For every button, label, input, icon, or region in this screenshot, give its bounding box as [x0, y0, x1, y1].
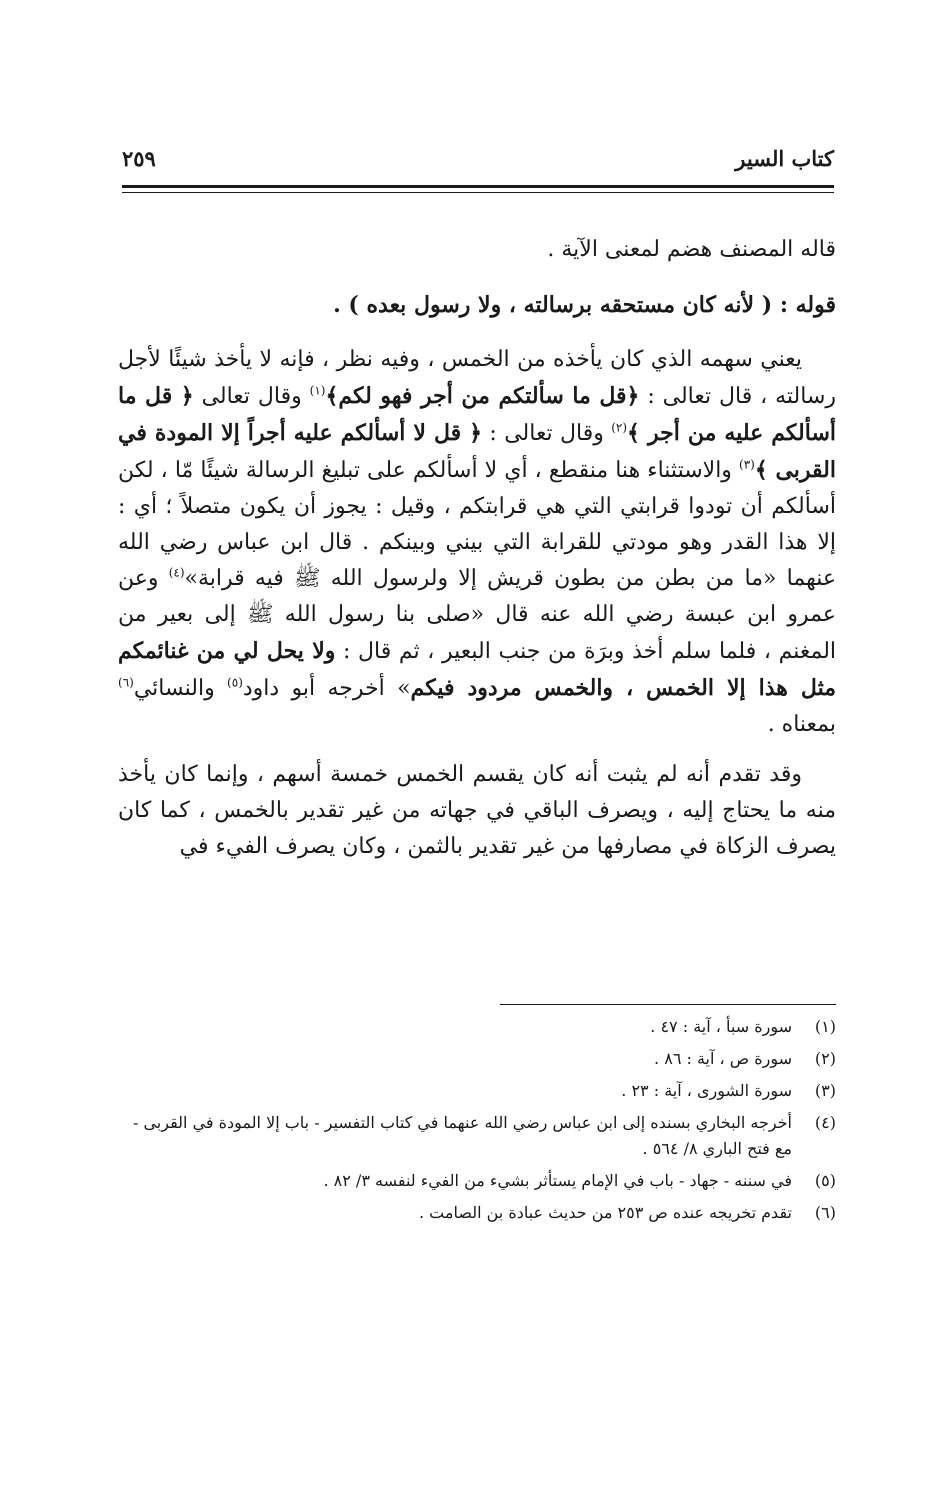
header-rule-thin [122, 192, 834, 193]
running-header [122, 146, 834, 186]
footnote-number: (٤) [814, 1113, 836, 1132]
quran-quote-2: ﴿ قل ما أسألكم عليه من أجر ﴾ [118, 383, 836, 446]
paragraph-2-quote: قوله : ( لأنه كان مستحقه برسالته ، ولا رسول بعده ) . [333, 292, 836, 318]
footnote-text: تقدم تخريجه عنده ص ٢٥٣ من حديث عبادة بن الصامت . [419, 1203, 792, 1222]
page-number: ٢٥٩ [122, 146, 156, 171]
main-text [118, 232, 836, 865]
footnote-5 [118, 1168, 836, 1194]
p3-text-1: يعني سهمه الذي كان يأخذه من الخمس ، وفيه نظر ، فإنه لا يأخذ شيئًا لأجل رسالته ، قال تعالى : [118, 347, 836, 409]
p3-text-8: بمعناه . [767, 712, 836, 737]
chapter-title: كتاب السير [735, 146, 834, 171]
footnote-number: (٦) [814, 1203, 836, 1222]
paragraph-4: وقد تقدم أنه لم يثبت أنه كان يقسم الخمس خمسة أسهم ، وإنما كان يأخذ منه ما يحتاج إليه ، ويصرف الباقي في جهاته من غير تقدير بالخمس ، كما كان يصرف الزكاة في مصارفها من غير تقدير بالثمن ، وكان يصرف الفيء في [118, 762, 836, 859]
footnote-ref-4: (٤) [168, 565, 185, 580]
p3-text-7: والنسائي [133, 676, 228, 701]
footnote-6 [118, 1200, 836, 1226]
footnote-ref-3: (٣) [739, 457, 755, 472]
p3-text-3: وقال تعالى : [482, 421, 612, 446]
footnote-number: (١) [814, 1017, 836, 1036]
header-rule-thick [122, 185, 834, 188]
quran-quote-3: ﴿ قل لا أسألكم عليه أجراً إلا المودة في القربى ﴾ [118, 420, 837, 483]
hadith-quote: ولا يحل لي من غنائمكم مثل هذا إلا الخمس ، والخمس مردود فيكم [118, 638, 836, 701]
p3-text-4: والاستثناء هنا منقطع ، أي لا أسألكم على تبليغ الرسالة شيئًا مّا ، لكن أسألكم أن تودوا قرابتي التي هي قرابتكم ، وقيل : يجوز أن يكون متصلاً ؛ أي : إلا هذا القدر وهو مودتي للقرابة التي بيني وبينكم . قال ابن عباس رضي الله عنهما «ما من بطن من بطون قريش إلا ولرسول الله ﷺ فيه قرابة» [118, 458, 836, 591]
p3-text-2: وقال تعالى [193, 384, 310, 409]
footnote-number: (٣) [814, 1081, 836, 1100]
p3-text-5: وعن عمرو ابن عبسة رضي الله عنه قال «صلى بنا رسول الله ﷺ إلى بعير من المغنم ، فلما سلم أخذ وبرَة من جنب البعير ، ثم قال : [118, 566, 837, 664]
footnote-text: سورة الشورى ، آية : ٢٣ . [621, 1081, 792, 1100]
footnote-ref-5: (٥) [227, 675, 243, 690]
paragraph-1: قاله المصنف هضم لمعنى الآية . [547, 237, 836, 262]
footnote-4 [118, 1110, 836, 1162]
footnote-ref-2: (٢) [611, 420, 628, 435]
footnote-text: سورة سبأ ، آية : ٤٧ . [650, 1017, 792, 1036]
footnote-3 [118, 1078, 836, 1104]
footnote-2 [118, 1046, 836, 1072]
footnote-1 [118, 1014, 836, 1040]
footnote-text: أخرجه البخاري بسنده إلى ابن عباس رضي الله عنهما في كتاب التفسير - باب إلا المودة في القربى - مع فتح الباري ٨/ ٥٦٤ . [132, 1113, 792, 1158]
footnote-number: (٥) [814, 1171, 836, 1190]
footnote-number: (٢) [814, 1049, 836, 1068]
footnote-text: في سننه - جهاد - باب في الإمام يستأثر بشيء من الفيء لنفسه ٣/ ٨٢ . [323, 1171, 792, 1190]
footnote-ref-1: (١) [309, 383, 326, 398]
footnote-separator [500, 1004, 836, 1005]
footnote-ref-6: (٦) [118, 675, 134, 690]
footnote-text: سورة ص ، آية : ٨٦ . [654, 1049, 792, 1068]
quran-quote-1: ﴿قل ما سألتكم من أجر فهو لكم﴾ [325, 383, 640, 409]
footnotes [118, 1014, 836, 1232]
p3-text-6: » أخرجه أبو داود [242, 676, 411, 701]
paragraph-3 [118, 342, 836, 743]
